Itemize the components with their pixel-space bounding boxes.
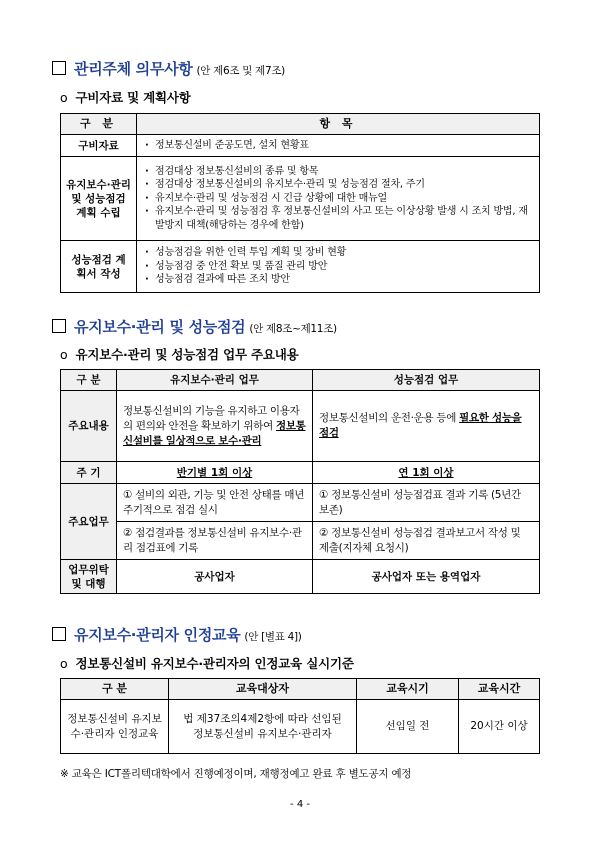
list-item: · 유지보수·관리 및 성능점검 시 긴급 상황에 대한 매뉴얼	[143, 192, 535, 206]
table-header: 구 분	[61, 370, 117, 391]
section-3-note: (안 [별표 4])	[244, 631, 302, 643]
list-item: · 정보통신설비 준공도면, 설치 현황표	[143, 139, 535, 153]
checkbox-square-icon	[52, 319, 66, 333]
requirements-table	[60, 113, 540, 293]
section-1-title	[52, 58, 285, 79]
bullet-o: o	[60, 347, 68, 362]
table-header: 유지보수·관리 업무	[117, 370, 313, 391]
main-content-right	[313, 391, 540, 462]
subtitle-text: 구비자료 및 계획사항	[75, 90, 191, 105]
row-items	[137, 135, 540, 157]
edu-category	[61, 700, 169, 754]
row-label: 주요내용	[61, 391, 117, 462]
section-3-subtitle	[60, 654, 354, 672]
table-header: 교육대상자	[169, 679, 357, 700]
bullet-o: o	[60, 90, 68, 105]
table-header: 구 분	[61, 679, 169, 700]
table-header: 교육시기	[357, 679, 459, 700]
subtitle-text: 정보통신설비 유지보수·관리자의 인정교육 실시기준	[75, 656, 354, 671]
bullet-o: o	[60, 656, 68, 671]
content-text: 정보통신설비의 운전·운용 등에	[319, 412, 460, 424]
list-item: · 성능점검 결과에 따른 조치 방안	[143, 273, 535, 287]
target-text: 법 제37조의4제2항에 따라 선임된 정보통신설비 유지보수·관리자	[183, 712, 342, 740]
main-content-left	[117, 391, 313, 462]
education-table	[60, 678, 540, 754]
category-text: 유지보수·관리 및 성능점검 계획 수립	[66, 178, 131, 219]
section-2-title	[52, 316, 337, 337]
table-header: 교육시간	[459, 679, 540, 700]
edu-hours	[459, 700, 540, 754]
table-header: 성능점검 업무	[313, 370, 540, 391]
section-2-heading: 유지보수·관리 및 성능점검	[74, 318, 246, 336]
task-right-1: ① 정보통신설비 성능점검표 결과 기록 (5년간 보존)	[313, 484, 540, 522]
row-category: 구비자료	[61, 135, 137, 157]
row-category	[61, 241, 137, 293]
task-left-1: ① 설비의 외관, 기능 및 안전 상태를 매년 주기적으로 점검 실시	[117, 484, 313, 522]
section-3-title	[52, 624, 302, 645]
maintenance-table	[60, 369, 540, 594]
emphasis-text: 정보통신설비를 일상적으로 보수·관리	[123, 419, 306, 447]
category-text: 정보통신설비 유지보수·관리자 인정교육	[67, 712, 162, 740]
row-label: 주요업무	[61, 484, 117, 560]
page-number: - 4 -	[290, 799, 310, 810]
category-text: 성능점검 계획서 작성	[71, 253, 126, 280]
content-text: 정보통신설비의 기능을 유지하고 이용자의 편의와 안전을 확보하기 위하여	[123, 404, 300, 432]
delegate-left: 공사업자	[117, 560, 313, 594]
section-1-heading: 관리주체 의무사항	[74, 60, 193, 78]
subtitle-text: 유지보수·관리 및 성능점검 업무 주요내용	[75, 347, 299, 362]
edu-target	[169, 700, 357, 754]
footnote: ※ 교육은 ICT폴리텍대학에서 진행예정이며, 재행정예고 완료 후 별도공지 예정	[60, 768, 412, 780]
hours-text: 20시간 이상	[470, 720, 528, 732]
row-items	[137, 157, 540, 241]
row-category	[61, 157, 137, 241]
table-header: 항 목	[137, 114, 540, 135]
section-1-subtitle	[60, 88, 191, 106]
task-left-2: ② 점검결과를 정보통신설비 유지보수·관리 점검표에 기록	[117, 522, 313, 560]
row-items	[137, 241, 540, 293]
list-item: · 점검대상 정보통신설비의 종류 및 항목	[143, 165, 535, 179]
label-text: 업무위탁 및 대행	[68, 563, 109, 590]
table-header: 구 분	[61, 114, 137, 135]
section-2-subtitle	[60, 345, 299, 363]
list-item: · 성능점검을 위한 인력 투입 계획 및 장비 현황	[143, 246, 535, 260]
task-right-2: ② 정보통신설비 성능점검 결과보고서 작성 및 제출(지자체 요청시)	[313, 522, 540, 560]
section-2-note: (안 제8조~제11조)	[249, 323, 337, 335]
list-item: · 점검대상 정보통신설비의 유지보수·관리 및 성능점검 절차, 주기	[143, 178, 535, 192]
row-label: 주 기	[61, 462, 117, 484]
section-1-note: (안 제6조 및 제7조)	[196, 65, 285, 77]
cycle-left: 반기별 1회 이상	[117, 462, 313, 484]
checkbox-square-icon	[52, 61, 66, 75]
checkbox-square-icon	[52, 627, 66, 641]
delegate-right: 공사업자 또는 용역업자	[313, 560, 540, 594]
cycle-right: 연 1회 이상	[313, 462, 540, 484]
list-item: · 유지보수·관리 및 성능점검 후 정보통신설비의 사고 또는 이상상황 발생 시 조치 방법, 재발방지 대책(해당하는 경우에 한함)	[143, 205, 535, 232]
section-3-heading: 유지보수·관리자 인정교육	[74, 626, 241, 644]
row-label	[61, 560, 117, 594]
list-item: · 성능점검 중 안전 확보 및 품질 관리 방안	[143, 260, 535, 274]
emphasis-text: 필요한 성능을 점검	[319, 412, 522, 439]
edu-timing: 선임일 전	[357, 700, 459, 754]
